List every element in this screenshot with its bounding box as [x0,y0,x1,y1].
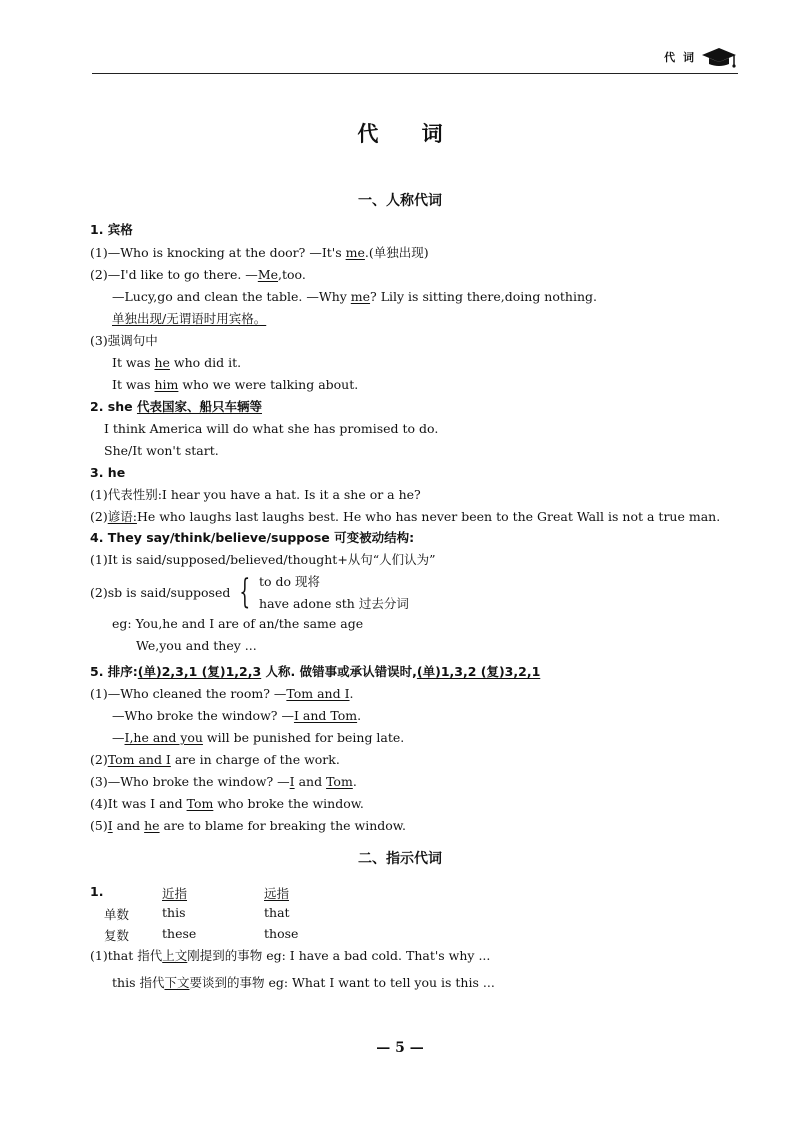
example-line: It was he who did it. [112,355,242,370]
example-line: (2)谚语:He who laughs last laughs best. He who has never been to the Great Wall is not a true man. [90,509,721,524]
example-line: (1)—Who cleaned the room? —Tom and I. [90,686,354,701]
running-header-text: 代 词 [664,51,696,64]
example-line: She/It won't start. [104,443,219,458]
example-line: eg: You,he and I are of an/the same age [112,616,364,631]
point-5-label: 5. 排序:(单)2,3,1 (复)1,2,3 人称. 做错事或承认错误时,(单)1,3,2 (复)3,2,1 [90,664,541,679]
table-number: 1. [90,884,104,899]
example-line: (2)Tom and I are in charge of the work. [90,752,340,767]
graduation-cap-icon [700,45,738,69]
section-heading-personal-pronouns: 一、人称代词 [358,193,442,209]
table-cell: that [264,905,290,920]
row-label: 单数 [104,907,130,922]
example-line: (1)—Who is knocking at the door? —It's me.(单独出现) [90,245,429,260]
page-title: 代 词 [357,122,461,146]
rule-note: 单独出现/无谓语时用宾格。 [112,311,267,326]
example-line: (2)—I'd like to go there. —Me,too. [90,267,306,282]
example-line: It was him who we were talking about. [112,377,359,392]
point-2-label: 2. she 代表国家、船只车辆等 [90,399,262,414]
example-line: (1)It is said/supposed/believed/thought+从句“人们认为” [90,552,436,567]
brace-glyph: { [239,572,251,612]
point-3-label: 3. he [90,465,126,480]
table-cell: this [162,905,186,920]
example-line: (1)that 指代上文刚提到的事物 eg: I have a bad cold. That's why ... [90,948,491,963]
header-rule [92,73,738,74]
passive-structure-options [90,572,409,612]
structure-lead: (2)sb is said/supposed [90,584,231,600]
column-header-far: 远指 [264,886,290,901]
example-line: (5)I and he are to blame for breaking the window. [90,818,406,833]
example-line: (4)It was I and Tom who broke the window. [90,796,364,811]
point-1-label: 1. 宾格 [90,222,133,237]
example-line: I think America will do what she has promised to do. [104,421,439,436]
example-line: —I,he and you will be punished for being late. [112,730,405,745]
section-heading-demonstrative-pronouns: 二、指示代词 [358,851,442,867]
running-header [664,44,738,70]
example-line: We,you and they ... [136,638,257,653]
example-line: —Lucy,go and clean the table. —Why me? Lily is sitting there,doing nothing. [112,289,597,304]
sub-heading: (3)强调句中 [90,333,158,348]
example-line: (3)—Who broke the window? —I and Tom. [90,774,357,789]
table-cell: these [162,926,197,941]
example-line: —Who broke the window? —I and Tom. [112,708,362,723]
structure-option: to do 现将 [259,574,321,589]
page-number: — 5 — [376,1040,424,1056]
row-label: 复数 [104,928,130,943]
structure-option: have adone sth 过去分词 [259,596,409,611]
column-header-near: 近指 [162,886,188,901]
example-line: (1)代表性别:I hear you have a hat. Is it a she or a he? [90,487,421,502]
table-cell: those [264,926,299,941]
example-line: this 指代下文要谈到的事物 eg: What I want to tell you is this ... [112,975,495,990]
point-4-label: 4. They say/think/believe/suppose 可变被动结构: [90,530,415,545]
